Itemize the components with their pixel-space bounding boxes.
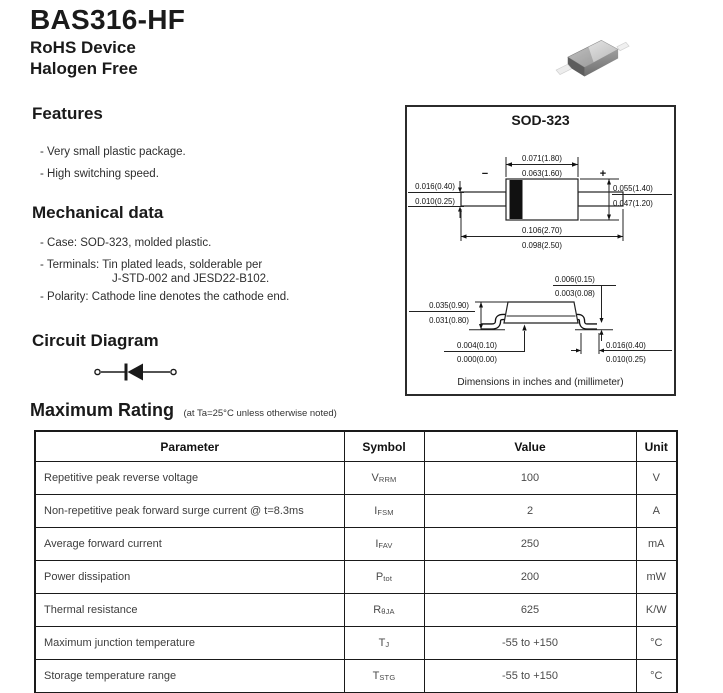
- dim-body-height-max: 0.055(1.40): [613, 184, 653, 193]
- value-cell: 100: [424, 462, 636, 495]
- package-drawing-box: [405, 105, 676, 396]
- symbol-cell: TSTG: [344, 660, 424, 693]
- dim-lead-thickness-max: 0.006(0.15): [555, 275, 595, 284]
- unit-cell: V: [636, 462, 677, 495]
- dim-side-height-min: 0.031(0.80): [429, 316, 469, 325]
- dim-foot-length-max: 0.016(0.40): [606, 341, 646, 350]
- unit-cell: mA: [636, 528, 677, 561]
- dim-foot-length-min: 0.010(0.25): [606, 355, 646, 364]
- dim-lead-width-max: 0.016(0.40): [415, 182, 455, 191]
- value-cell: 2: [424, 495, 636, 528]
- dim-body-height-min: 0.047(1.20): [613, 199, 653, 208]
- feature-item: - High switching speed.: [40, 168, 159, 180]
- unit-cell: K/W: [636, 594, 677, 627]
- dim-side-height-max: 0.035(0.90): [429, 301, 469, 310]
- dim-lead-width-min: 0.010(0.25): [415, 197, 455, 206]
- dim-lead-thickness-min: 0.003(0.08): [555, 289, 595, 298]
- value-cell: 625: [424, 594, 636, 627]
- dimensions-note: Dimensions in inches and (millimeter): [457, 377, 624, 388]
- unit-cell: °C: [636, 660, 677, 693]
- photo-lead-right: [617, 42, 629, 50]
- table-row: [35, 462, 677, 495]
- param-cell: Non-repetitive peak forward surge current @ t=8.3ms: [35, 495, 344, 528]
- param-cell: Thermal resistance: [35, 594, 344, 627]
- col-parameter: Parameter: [35, 431, 344, 462]
- rohs-label: RoHS Device: [30, 38, 136, 57]
- symbol-cell: RθJA: [344, 594, 424, 627]
- table-row: [35, 627, 677, 660]
- page-title: BAS316-HF: [30, 4, 186, 35]
- halogen-label: Halogen Free: [30, 59, 138, 78]
- plus-mark: +: [599, 168, 607, 180]
- feature-item: - Very small plastic package.: [40, 146, 186, 158]
- photo-lead-left: [556, 64, 572, 74]
- symbol-cell: IFAV: [344, 528, 424, 561]
- features-heading: Features: [32, 104, 103, 123]
- package-photo: [552, 30, 630, 92]
- rating-heading-row: [30, 400, 337, 421]
- table-row: [35, 528, 677, 561]
- value-cell: 250: [424, 528, 636, 561]
- col-symbol: Symbol: [344, 431, 424, 462]
- param-cell: Average forward current: [35, 528, 344, 561]
- param-cell: Power dissipation: [35, 561, 344, 594]
- terminal-left: [95, 369, 100, 374]
- rating-heading: Maximum Rating: [30, 400, 175, 420]
- symbol-cell: Ptot: [344, 561, 424, 594]
- package-dimension-drawing: [407, 131, 674, 371]
- unit-cell: °C: [636, 627, 677, 660]
- value-cell: -55 to +150: [424, 627, 636, 660]
- param-cell: Repetitive peak reverse voltage: [35, 462, 344, 495]
- mechanical-item-cont: J-STD-002 and JESD22-B102.: [112, 273, 270, 285]
- side-body: [504, 302, 578, 323]
- col-value: Value: [424, 431, 636, 462]
- lead-left: [461, 192, 506, 206]
- table-header-row: [35, 431, 677, 462]
- dim-standoff-min: 0.000(0.00): [457, 355, 497, 364]
- cathode-band: [510, 180, 523, 219]
- symbol-cell: IFSM: [344, 495, 424, 528]
- dim-standoff-max: 0.004(0.10): [457, 341, 497, 350]
- param-cell: Storage temperature range: [35, 660, 344, 693]
- symbol-cell: TJ: [344, 627, 424, 660]
- value-cell: 200: [424, 561, 636, 594]
- dim-body-width-max: 0.071(1.80): [522, 154, 562, 163]
- col-unit: Unit: [636, 431, 677, 462]
- dim-total-length-min: 0.098(2.50): [522, 241, 562, 250]
- circuit-heading: Circuit Diagram: [32, 331, 159, 350]
- rating-note: (at Ta=25°C unless otherwise noted): [183, 408, 337, 419]
- anode-triangle: [128, 364, 144, 381]
- top-view-drawing: [408, 154, 672, 250]
- mechanical-item: - Case: SOD-323, molded plastic.: [40, 237, 212, 249]
- terminal-right: [171, 369, 176, 374]
- dim-total-length-max: 0.106(2.70): [522, 226, 562, 235]
- table-row: [35, 660, 677, 693]
- unit-cell: A: [636, 495, 677, 528]
- dim-body-width-min: 0.063(1.60): [522, 169, 562, 178]
- unit-cell: mW: [636, 561, 677, 594]
- value-cell: -55 to +150: [424, 660, 636, 693]
- symbol-cell: VRRM: [344, 462, 424, 495]
- table-row: [35, 594, 677, 627]
- param-cell: Maximum junction temperature: [35, 627, 344, 660]
- maximum-rating-table: [34, 430, 678, 693]
- minus-mark: −: [481, 168, 489, 180]
- table-row: [35, 561, 677, 594]
- diode-symbol: [92, 361, 182, 383]
- table-row: [35, 495, 677, 528]
- package-name: SOD-323: [511, 112, 570, 128]
- mechanical-heading: Mechanical data: [32, 203, 164, 222]
- side-view-drawing: [409, 275, 672, 364]
- mechanical-item: - Polarity: Cathode line denotes the cathode end.: [40, 291, 290, 303]
- mechanical-item: - Terminals: Tin plated leads, solderable per: [40, 259, 263, 271]
